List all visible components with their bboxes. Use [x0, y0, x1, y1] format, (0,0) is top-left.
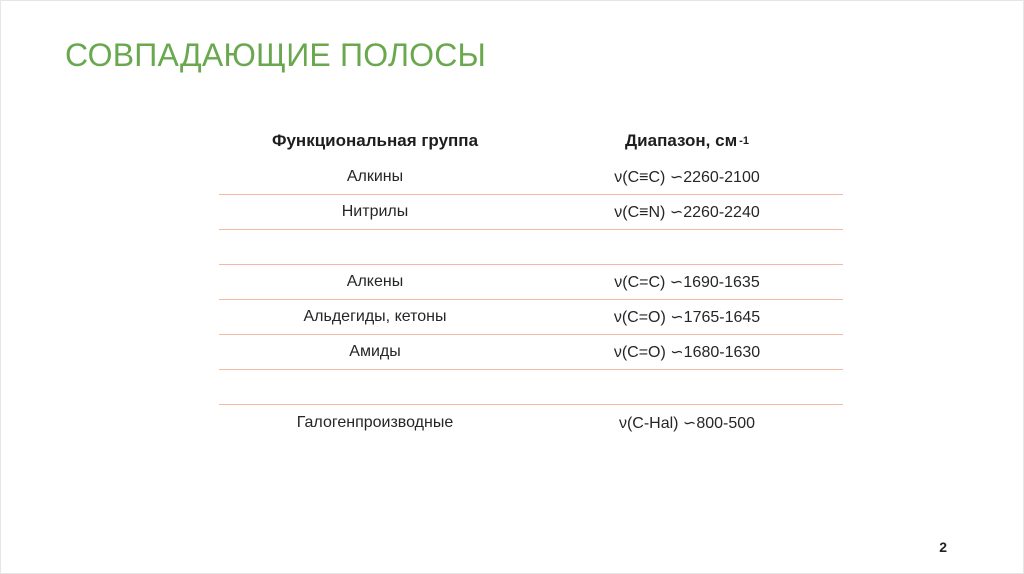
table-row — [219, 160, 843, 195]
group-cell: Галогенпроизводные — [296, 413, 454, 431]
group-cell — [219, 230, 531, 264]
table-row — [219, 195, 843, 230]
range-cell — [531, 230, 843, 264]
group-cell: Алкены — [346, 273, 404, 290]
range-cell: ν(С=О) ∽1765-1645 — [613, 309, 761, 326]
group-cell: Алкины — [346, 168, 404, 185]
table-row-empty — [219, 230, 843, 265]
group-cell: Альдегиды, кетоны — [303, 308, 447, 325]
page-number: 2 — [939, 539, 947, 555]
header-range-cell: Диапазон, см -1 — [625, 131, 749, 150]
table-row-empty — [219, 370, 843, 405]
range-cell: ν(С≡С) ∽2260-2100 — [614, 169, 760, 186]
slide-title: СОВПАДАЮЩИЕ ПОЛОСЫ — [65, 37, 487, 73]
table-row — [219, 265, 843, 300]
group-cell: Амиды — [349, 343, 401, 360]
group-cell: Нитрилы — [341, 203, 409, 220]
table-row — [219, 335, 843, 370]
table-row — [219, 405, 843, 440]
group-cell — [219, 370, 531, 404]
range-cell: ν(С=С) ∽1690-1635 — [614, 274, 760, 291]
table-header-row — [219, 122, 843, 160]
range-cell — [531, 370, 843, 404]
table-row — [219, 300, 843, 335]
range-cell: ν(С≡N) ∽2260-2240 — [614, 204, 760, 221]
ir-bands-table — [219, 122, 843, 440]
header-group: Функциональная группа — [271, 131, 479, 150]
range-cell: ν(С-Hal) ∽800-500 — [618, 414, 756, 432]
header-range: Диапазон, см — [625, 131, 738, 150]
range-cell: ν(С=О) ∽1680-1630 — [613, 344, 761, 361]
